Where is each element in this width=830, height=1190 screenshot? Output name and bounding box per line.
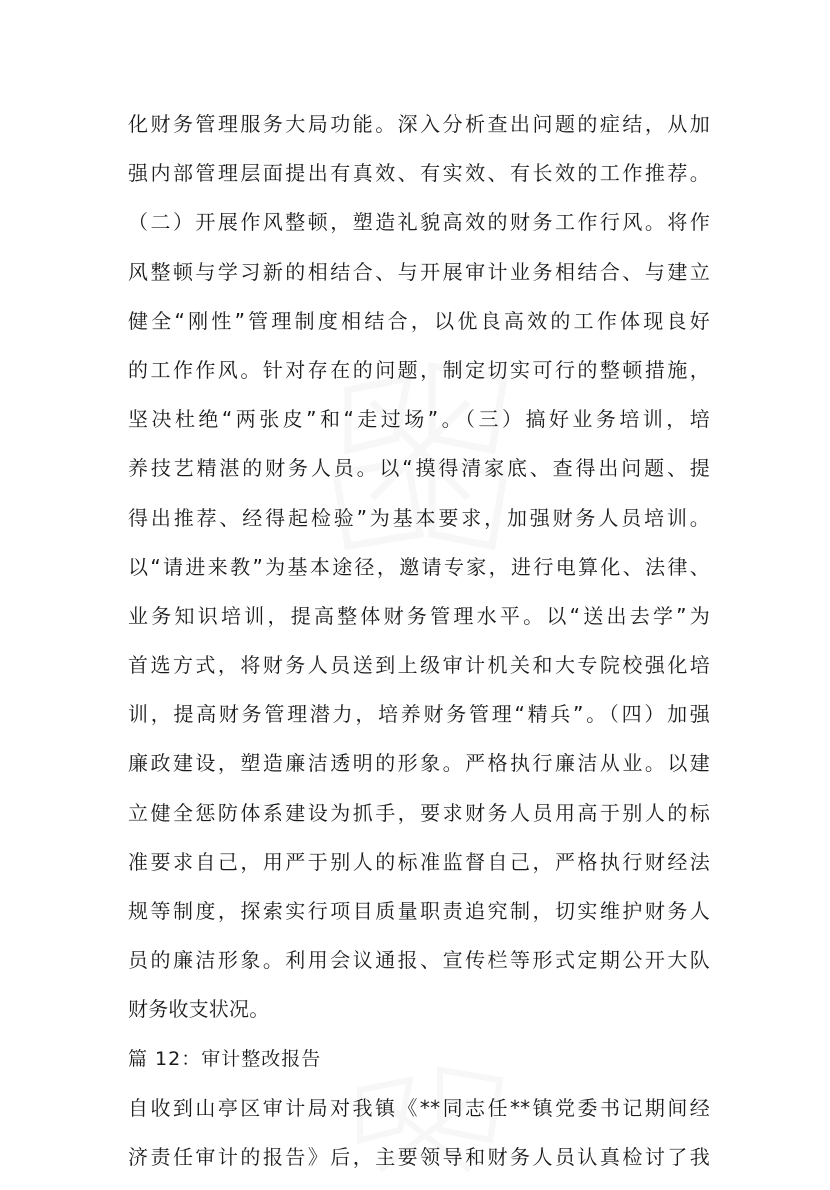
text-line: 养技艺精湛的财务人员。以“摸得清家底、查得出问题、提	[128, 456, 710, 481]
text-line: 风整顿与学习新的相结合、与开展审计业务相结合、与建立	[128, 259, 710, 284]
text-line: 以“请进来教”为基本途径，邀请专家，进行电算化、法律、	[128, 554, 710, 579]
text-line: 业务知识培训，提高整体财务管理水平。以“送出去学”为	[128, 603, 710, 628]
text-line: 强内部管理层面提出有真效、有实效、有长效的工作推荐。	[128, 161, 710, 186]
text-line: 济责任审计的报告》后，主要领导和财务人员认真检讨了我	[128, 1144, 710, 1169]
text-line: 的工作作风。针对存在的问题，制定切实可行的整顿措施，	[128, 357, 710, 382]
text-line: 健全“刚性”管理制度相结合，以优良高效的工作体现良好	[128, 308, 710, 333]
text-line: 员的廉洁形象。利用会议通报、宣传栏等形式定期公开大队	[128, 948, 710, 973]
text-line: 首选方式，将财务人员送到上级审计机关和大专院校强化培	[128, 653, 710, 678]
text-line: （二）开展作风整顿，塑造礼貌高效的财务工作行风。将作	[128, 210, 710, 235]
text-line: 廉政建设，塑造廉洁透明的形象。严格执行廉洁从业。以建	[128, 751, 710, 776]
text-line: 规等制度，探索实行项目质量职责追究制，切实维护财务人	[128, 899, 710, 923]
text-line: 准要求自己，用严于别人的标准监督自己，严格执行财经法	[128, 849, 710, 874]
text-line: 立健全惩防体系建设为抓手，要求财务人员用高于别人的标	[128, 800, 710, 825]
text-line: 财务收支状况。	[128, 997, 270, 1022]
text-line: 训，提高财务管理潜力，培养财务管理“精兵”。（四）加强	[128, 702, 710, 727]
section-heading: 篇 12：审计整改报告	[128, 1047, 322, 1070]
text-line: 得出推荐、经得起检验”为基本要求，加强财务人员培训。	[128, 505, 710, 530]
text-line: 化财务管理服务大局功能。深入分析查出问题的症结，从加	[128, 112, 710, 136]
text-line: 坚决杜绝“两张皮”和“走过场”。（三）搞好业务培训，培	[128, 407, 710, 432]
text-line: 自收到山亭区审计局对我镇《**同志任**镇党委书记期间经	[128, 1095, 710, 1120]
body-text	[128, 100, 710, 1182]
